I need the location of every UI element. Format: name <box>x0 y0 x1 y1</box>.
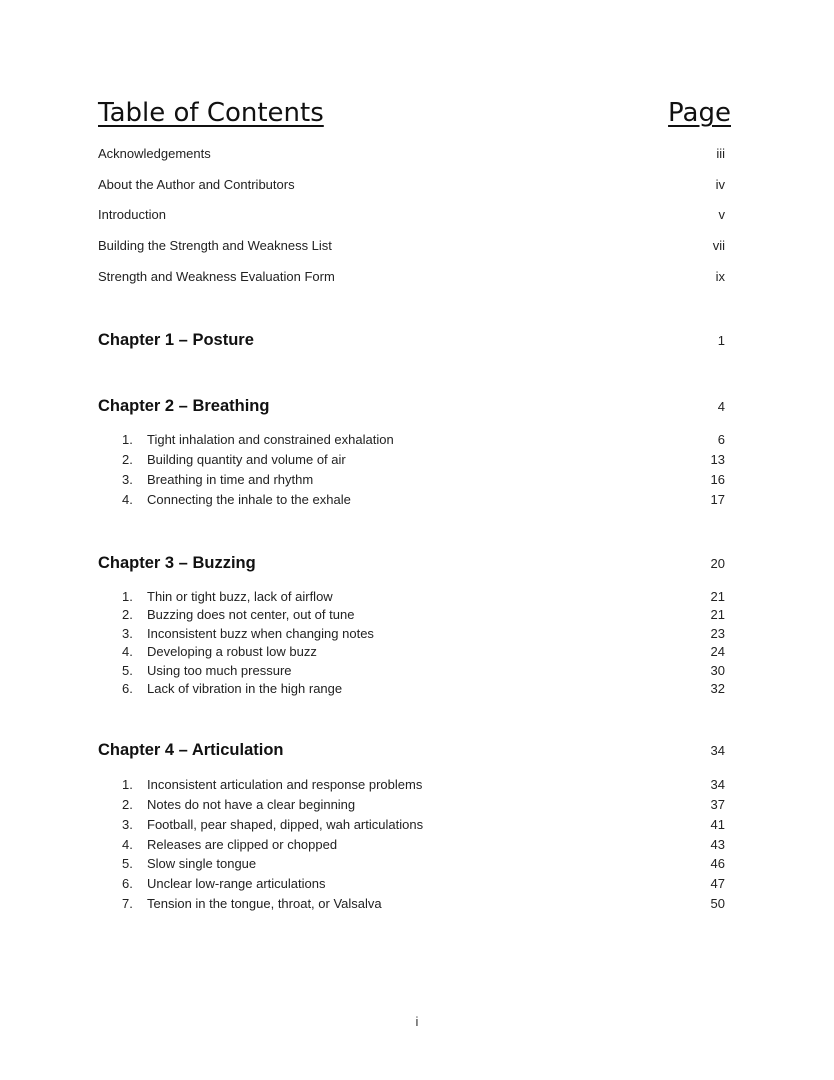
toc-entry[interactable] <box>98 146 725 161</box>
subentry-label: Connecting the inhale to the exhale <box>147 492 351 507</box>
subentry-number: 5. <box>122 856 133 871</box>
subentry-page: 46 <box>710 856 725 871</box>
subentry-number: 3. <box>122 626 133 641</box>
toc-entry-label: Strength and Weakness Evaluation Form <box>98 269 335 284</box>
subentry-label: Breathing in time and rhythm <box>147 472 314 487</box>
chapter-page: 4 <box>717 399 725 414</box>
chapter-page: 1 <box>717 333 725 348</box>
toc-entry-page: vii <box>712 238 725 253</box>
subentry-number: 2. <box>122 607 133 622</box>
subentry-page: 43 <box>710 837 725 852</box>
subentry-number: 5. <box>122 663 133 678</box>
subentry-page: 13 <box>710 452 725 467</box>
toc-subentry[interactable] <box>122 432 725 447</box>
chapter-heading[interactable] <box>98 331 725 350</box>
toc-subentry[interactable] <box>122 681 725 696</box>
toc-entry-page: iv <box>715 177 725 192</box>
subentry-number: 6. <box>122 876 133 891</box>
subentry-number: 4. <box>122 492 133 507</box>
toc-subentry[interactable] <box>122 777 725 792</box>
subentry-label: Football, pear shaped, dipped, wah articulations <box>147 817 424 832</box>
subentry-page: 34 <box>710 777 725 792</box>
toc-entry-label: Building the Strength and Weakness List <box>98 238 332 253</box>
subentry-page: 50 <box>710 896 725 911</box>
toc-subentry[interactable] <box>122 626 725 641</box>
subentry-label: Using too much pressure <box>147 663 292 678</box>
chapter-page: 20 <box>710 556 725 571</box>
subentry-label: Slow single tongue <box>147 856 257 871</box>
chapter-heading[interactable] <box>98 397 725 416</box>
subentry-label: Releases are clipped or chopped <box>147 837 338 852</box>
chapter-page: 34 <box>710 743 725 758</box>
toc-entry-page: iii <box>716 146 725 161</box>
subentry-number: 2. <box>122 452 133 467</box>
toc-entry-label: Introduction <box>98 207 166 222</box>
subentry-label: Lack of vibration in the high range <box>147 681 343 696</box>
toc-entry-page: ix <box>715 269 725 284</box>
subentry-number: 1. <box>122 777 133 792</box>
subentry-number: 4. <box>122 644 133 659</box>
subentry-page: 32 <box>710 681 725 696</box>
subentry-page: 24 <box>710 644 725 659</box>
subentry-label: Unclear low-range articulations <box>147 876 326 891</box>
subentry-page: 16 <box>710 472 725 487</box>
subentry-number: 1. <box>122 432 133 447</box>
toc-subentry[interactable] <box>122 452 725 467</box>
toc-subentry[interactable] <box>122 663 725 678</box>
subentry-page: 6 <box>717 432 725 447</box>
subentry-label: Inconsistent buzz when changing notes <box>147 626 374 641</box>
toc-subentry[interactable] <box>122 472 725 487</box>
subentry-label: Inconsistent articulation and response problems <box>147 777 423 792</box>
toc-entry[interactable] <box>98 177 725 192</box>
toc-subentry[interactable] <box>122 896 725 911</box>
toc-entry[interactable] <box>98 207 725 222</box>
subentry-number: 6. <box>122 681 133 696</box>
toc-entry[interactable] <box>98 238 725 253</box>
subentry-page: 17 <box>710 492 725 507</box>
chapter-heading[interactable] <box>98 741 725 760</box>
subentry-label: Tight inhalation and constrained exhalation <box>147 432 394 447</box>
subentry-label: Tension in the tongue, throat, or Valsalva <box>147 896 382 911</box>
toc-subentry[interactable] <box>122 589 725 604</box>
chapter-title: Chapter 4 – Articulation <box>98 741 284 759</box>
toc-subentry[interactable] <box>122 492 725 507</box>
toc-subentry[interactable] <box>122 856 725 871</box>
subentry-page: 21 <box>710 589 725 604</box>
subentry-page: 21 <box>710 607 725 622</box>
subentry-number: 3. <box>122 472 133 487</box>
toc-header <box>98 98 731 128</box>
subentry-label: Thin or tight buzz, lack of airflow <box>147 589 333 604</box>
toc-subentry[interactable] <box>122 837 725 852</box>
subentry-page: 23 <box>710 626 725 641</box>
subentry-page: 47 <box>710 876 725 891</box>
subentry-label: Buzzing does not center, out of tune <box>147 607 355 622</box>
toc-entry-label: About the Author and Contributors <box>98 177 295 192</box>
subentry-number: 1. <box>122 589 133 604</box>
chapter-title: Chapter 2 – Breathing <box>98 397 270 415</box>
toc-subentry[interactable] <box>122 876 725 891</box>
chapter-title: Chapter 1 – Posture <box>98 331 254 349</box>
chapter-heading[interactable] <box>98 554 725 573</box>
toc-subentry[interactable] <box>122 797 725 812</box>
page-number: i <box>415 1014 419 1029</box>
toc-entry-page: v <box>718 207 725 222</box>
subentry-number: 2. <box>122 797 133 812</box>
subentry-page: 41 <box>710 817 725 832</box>
subentry-label: Developing a robust low buzz <box>147 644 317 659</box>
subentry-page: 30 <box>710 663 725 678</box>
subentry-label: Building quantity and volume of air <box>147 452 346 467</box>
toc-subentry[interactable] <box>122 817 725 832</box>
page-column-label: Page <box>668 98 731 128</box>
subentry-number: 3. <box>122 817 133 832</box>
subentry-number: 7. <box>122 896 133 911</box>
subentry-page: 37 <box>710 797 725 812</box>
toc-entry-label: Acknowledgements <box>98 146 211 161</box>
toc-entry[interactable] <box>98 269 725 284</box>
subentry-label: Notes do not have a clear beginning <box>147 797 356 812</box>
subentry-number: 4. <box>122 837 133 852</box>
chapter-title: Chapter 3 – Buzzing <box>98 554 256 572</box>
toc-title: Table of Contents <box>98 98 324 128</box>
toc-subentry[interactable] <box>122 644 725 659</box>
toc-subentry[interactable] <box>122 607 725 622</box>
